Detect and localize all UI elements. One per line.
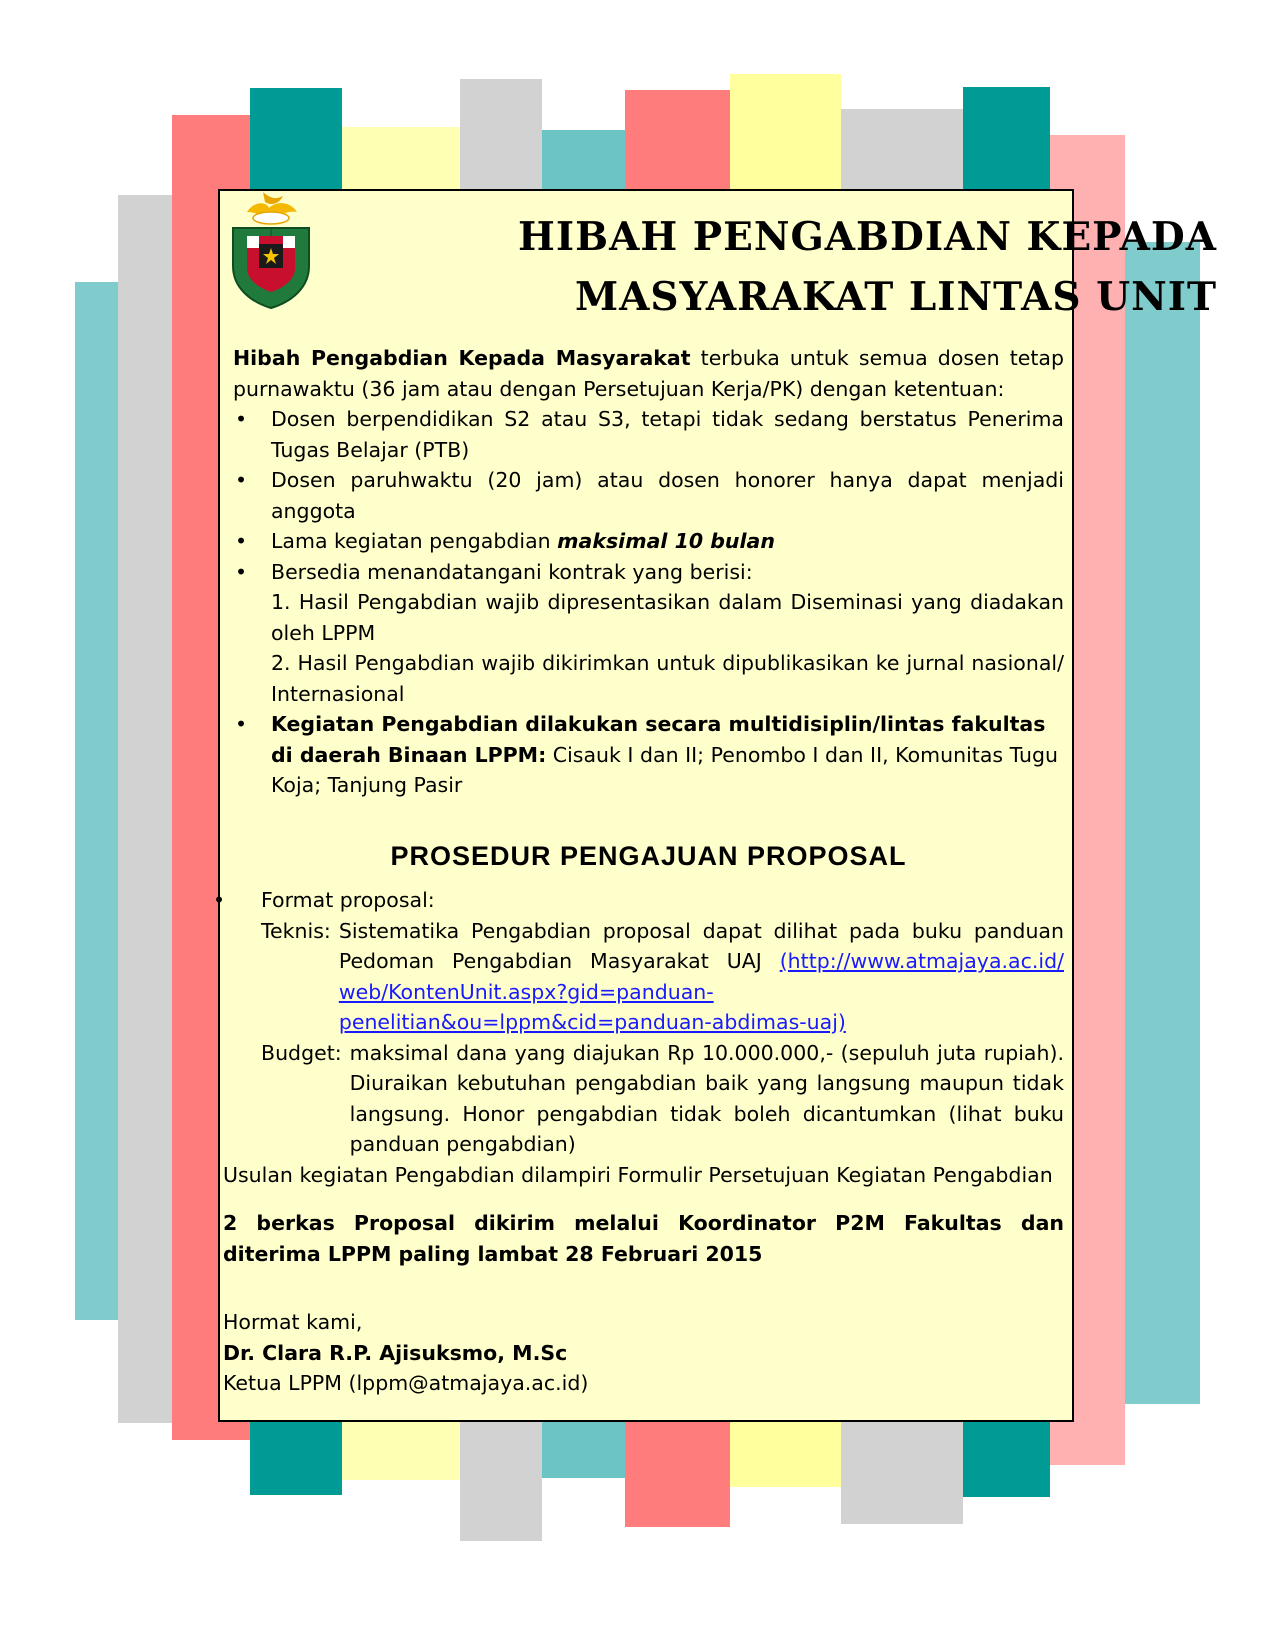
intro-bold: Hibah Pengabdian Kepada Masyarakat [233,346,691,370]
requirement-item [233,526,1064,557]
requirement-item: • Dosen paruhwaktu (20 jam) atau dosen honorer hanya dapat menjadi anggota [233,465,1064,526]
deadline-text: 2 berkas Proposal dikirim melalui Koordinator P2M Fakultas dan diterima LPPM paling lambat 28 Februari 2015 [223,1211,1064,1266]
intro-text: terbuka untuk semua dosen tetap purnawaktu (36 jam atau dengan Persetujuan Kerja/PK) dengan ketentuan: [233,346,1064,401]
budget-label: Budget: [261,1040,342,1065]
requirement-text: Cisauk I dan II; Penombo I dan II, Komunitas Tugu Koja; Tanjung Pasir [271,742,1059,797]
contract-item: 2. Hasil Pengabdian wajib dikirimkan untuk dipublikasikan ke jurnal nasional/ Internasional [271,651,1064,706]
requirement-item: • Bersedia menandatangani kontrak yang berisi: [233,557,1064,588]
panduan-link[interactable]: (http://www.atmajaya.ac.id/ web/KontenUnit.aspx?gid=panduan-penelitian&ou=lppm&cid=panduan-abdimas-uaj) [338,949,1064,1034]
atma-jaya-crest-icon [225,188,315,315]
requirement-item: • Dosen berpendidikan S2 atau S3, tetapi tidak sedang berstatus Penerima Tugas Belajar (PTB) [233,404,1064,465]
stripe-light-teal-right [1125,242,1200,1404]
title-line: HIBAH PENGABDIAN KEPADA [518,214,1217,260]
signature-name: Dr. Clara R.P. Ajisuksmo, M.Sc [223,1340,568,1365]
page-title [518,207,1217,327]
requirement-bold: Kegiatan Pengabdian dilakukan secara multidisiplin/lintas fakultas di daerah Binaan LPPM: [271,712,1046,767]
budget-value: maksimal dana yang diajukan Rp 10.000.000,- (sepuluh juta rupiah). Diuraikan kebutuhan pengabdian baik yang langsung maupun tidak langsung. Honor pengabdian tidak boleh dicantumkan (lihat buku panduan pengabdian) [349,1040,1064,1156]
procedure-heading: PROSEDUR PENGAJUAN PROPOSAL [390,840,907,871]
signature-greeting: Hormat kami, [223,1310,363,1334]
format-label: • Format proposal: [223,885,1064,916]
teknis-row [261,916,1064,1038]
teknis-text: Sistematika Pengabdian proposal dapat dilihat pada buku panduan Pedoman Pengabdian Masyarakat UAJ [338,918,1064,973]
requirement-text: Lama kegiatan pengabdian [271,529,558,553]
contract-item: 1. Hasil Pengabdian wajib dipresentasikan dalam Diseminasi yang diadakan oleh LPPM [271,590,1064,645]
signature-role: Ketua LPPM (lppm@atmajaya.ac.id) [223,1371,589,1395]
requirement-emphasis: maksimal 10 bulan [557,529,775,553]
requirement-item [233,709,1064,801]
teknis-label: Teknis: [261,918,331,943]
announcement-card [218,189,1074,1422]
intro-paragraph [233,343,1064,404]
teknis-value [331,916,1064,1038]
title-line: MASYARAKAT LINTAS UNIT [574,274,1217,320]
announcement-body [223,343,1064,1399]
usulan-text: Usulan kegiatan Pengabdian dilampiri Formulir Persetujuan Kegiatan Pengabdian [223,1162,1053,1187]
budget-row [261,1038,1064,1160]
